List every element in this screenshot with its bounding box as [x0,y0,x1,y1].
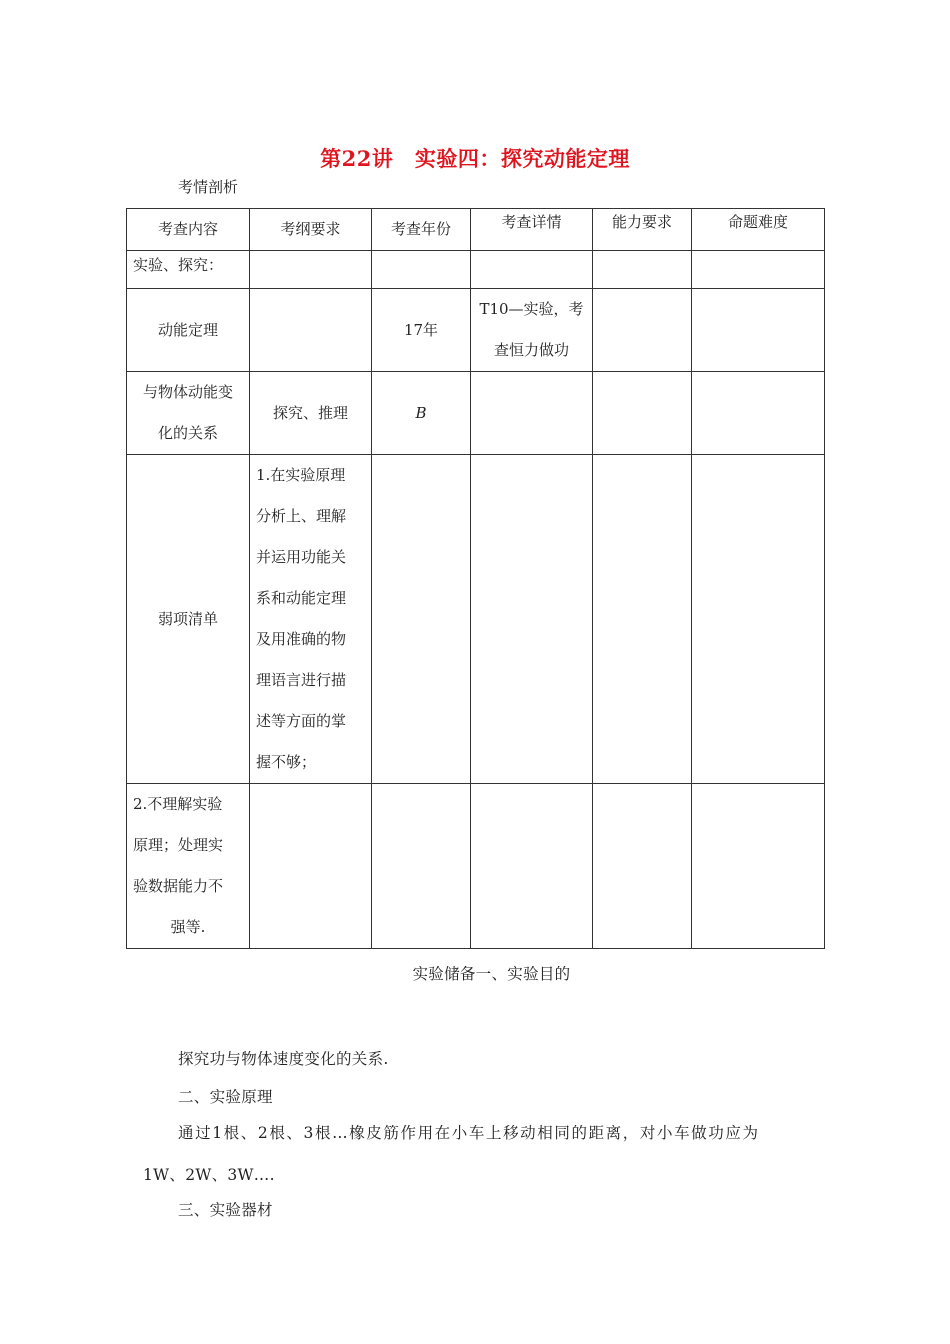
table-cell [593,455,692,784]
table-row [127,784,825,949]
table-cell [593,251,692,289]
table-cell [471,289,593,372]
table-cell [471,784,593,949]
cell-line: 系和动能定理 [256,589,347,607]
table-cell [250,784,372,949]
header-cell: 命题难度 [692,209,825,251]
cell-line: 握不够； [256,753,317,771]
cell-line: 验数据能力不 [133,877,224,895]
cell-line: 述等方面的掌 [256,712,347,730]
table-cell [692,372,825,455]
cell-line: 强等. [170,918,206,936]
cell-line: 2.不理解实验 [133,795,223,813]
table-cell [250,289,372,372]
cell-line: 与物体动能变 [142,383,233,401]
table-cell [372,251,471,289]
section3-heading: 三、实验器材 [178,1201,273,1219]
cell-line: T10—实验，考 [479,300,584,318]
table-row [127,372,825,455]
section-label: 考情剖析 [178,178,239,196]
section2-text-line2: 1W、2W、3W…. [143,1166,275,1184]
section1-text: 探究功与物体速度变化的关系. [178,1050,389,1068]
table-cell [692,455,825,784]
cell-line: 化的关系 [157,424,218,442]
table-cell [250,251,372,289]
section2-heading: 二、实验原理 [178,1088,273,1106]
cell-line: 1.在实验原理 [256,466,346,484]
table-cell [471,455,593,784]
table-row [127,289,825,372]
table-cell [127,372,250,455]
section2-text-line1: 通过1根、2根、3根…橡皮筋作用在小车上移动相同的距离，对小车做功应为 [178,1124,760,1142]
header-cell: 考纲要求 [250,209,372,251]
table-row [127,455,825,784]
table-header-row [127,209,825,251]
page-title: 第22讲 实验四：探究动能定理 [320,146,630,171]
table-cell [692,251,825,289]
table-cell: 实验、探究： [127,251,250,289]
cell-line: 理语言进行描 [256,671,347,689]
table-cell [593,784,692,949]
cell-line: 及用准确的物 [256,630,347,648]
header-cell: 能力要求 [593,209,692,251]
table-cell [471,372,593,455]
header-cell: 考查详情 [471,209,593,251]
table-cell [593,372,692,455]
table-cell [250,455,372,784]
table-cell [372,455,471,784]
table-cell: 弱项清单 [127,455,250,784]
exam-analysis-table [126,208,825,949]
cell-line: 原理；处理实 [133,836,224,854]
table-cell: 17年 [372,289,471,372]
table-cell [471,251,593,289]
header-cell: 考查年份 [372,209,471,251]
table-row [127,251,825,289]
table-cell [593,289,692,372]
table-cell [372,784,471,949]
section1-heading: 实验储备一、实验目的 [412,965,571,983]
cell-line: 并运用功能关 [256,548,347,566]
cell-line: 查恒力做功 [493,341,569,359]
table-cell [692,289,825,372]
table-cell [127,784,250,949]
table-cell: 动能定理 [127,289,250,372]
table-cell: 探究、推理 [250,372,372,455]
header-cell: 考查内容 [127,209,250,251]
table-cell [692,784,825,949]
table-cell: B [372,372,471,455]
cell-line: 分析上、理解 [256,507,347,525]
